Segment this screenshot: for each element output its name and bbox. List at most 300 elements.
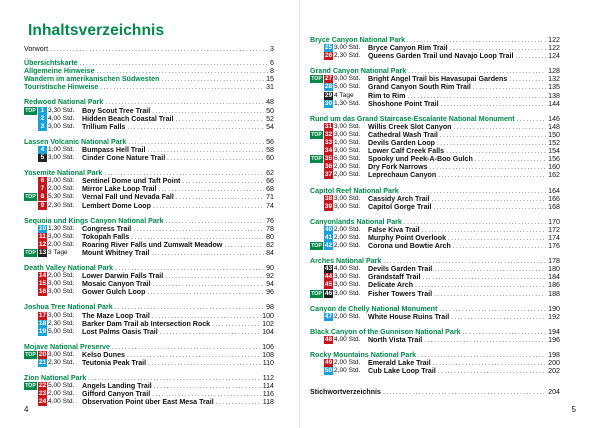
tour-number-box-icon: 26 — [324, 52, 333, 60]
entry-page: 58 — [266, 145, 274, 154]
tour-entry[interactable] — [24, 193, 274, 201]
tour-number-box-icon: 14 — [38, 272, 47, 280]
tour-number-box-icon: 35 — [324, 155, 333, 163]
entry-title: Yosemite National Park — [24, 169, 103, 178]
entry-page: 50 — [266, 106, 274, 115]
tour-number-box-icon: 28 — [324, 83, 333, 91]
entry-title: Grandstaff Trail — [368, 273, 421, 282]
tour-number-box-icon: 41 — [324, 233, 333, 241]
entry-page: 48 — [266, 98, 274, 107]
entry-title: Bumpass Hell Trail — [82, 145, 146, 154]
spacer — [310, 321, 560, 328]
tour-number-box-icon: 3 — [38, 123, 47, 131]
tour-duration: 2,00 Std. — [334, 359, 361, 367]
entry-page: 122 — [548, 36, 560, 44]
tour-number-box-icon: 47 — [324, 312, 333, 320]
entry-page: 170 — [548, 217, 560, 226]
spacer — [24, 296, 274, 303]
entry-title: Spooky und Peek-A-Boo Gulch — [368, 155, 473, 164]
tour-number-box-icon: 39 — [324, 202, 333, 210]
top-badge-icon: TOP — [25, 249, 36, 256]
spacer — [310, 298, 560, 305]
entry-page: 108 — [262, 350, 274, 359]
entry-page: 100 — [262, 311, 274, 320]
tour-number-box-icon: 32 — [324, 130, 333, 138]
tour-entry[interactable] — [24, 202, 274, 210]
tour-duration: 3,00 Std. — [334, 289, 361, 297]
top-badge-icon: TOP — [25, 351, 36, 358]
toc-leader — [24, 83, 274, 92]
entry-page: 68 — [266, 185, 274, 194]
entry-title: Capitol Reef National Park — [310, 186, 399, 195]
entry-title: Lembert Dome Loop — [82, 201, 151, 210]
park-heading[interactable] — [24, 169, 274, 177]
entry-title: Lower Calf Creek Falls — [368, 147, 445, 156]
park-heading[interactable] — [310, 187, 560, 195]
spacer — [24, 210, 274, 217]
entry-page: 106 — [262, 342, 274, 351]
front-matter-entry[interactable] — [24, 75, 274, 83]
tour-duration: 3,00 Std. — [334, 202, 361, 210]
tour-entry[interactable] — [24, 390, 274, 398]
tour-entry[interactable] — [24, 249, 274, 257]
tour-duration: 2,00 Std. — [48, 272, 75, 280]
tour-number-box-icon: 45 — [324, 281, 333, 289]
spacer — [310, 211, 560, 218]
entry-page: 200 — [548, 359, 560, 368]
spacer — [310, 180, 560, 187]
dot-leader — [148, 360, 261, 368]
park-heading[interactable] — [310, 305, 560, 313]
entry-page: 71 — [266, 193, 274, 202]
entry-page: 110 — [262, 359, 274, 367]
tour-entry[interactable] — [310, 44, 560, 52]
entry-page: 166 — [548, 194, 560, 203]
tour-duration: 1,00 Std. — [334, 139, 361, 147]
entry-page: 150 — [548, 130, 560, 139]
entry-title: Cathedral Wash Trail — [368, 130, 438, 139]
entry-page: 56 — [266, 137, 274, 146]
entry-title: Grand Canyon South Rim Trail — [368, 83, 471, 92]
entry-title: Vernal Fall und Nevada Fall — [82, 193, 174, 202]
tour-entry[interactable] — [24, 233, 274, 241]
index-entry[interactable] — [310, 388, 560, 396]
entry-page: 90 — [266, 264, 274, 273]
spacer — [24, 91, 274, 98]
tour-entry[interactable] — [24, 320, 274, 328]
entry-page: 160 — [548, 163, 560, 172]
entry-title: Joshua Tree National Park — [24, 303, 113, 312]
tour-duration: 3,00 Std. — [48, 311, 75, 319]
entry-title: Dry Fork Narrows — [368, 163, 428, 172]
tour-entry[interactable] — [24, 241, 274, 249]
entry-page: 204 — [548, 388, 560, 397]
tour-entry[interactable] — [310, 242, 560, 250]
entry-title: Stichwortverzeichnis — [310, 388, 381, 397]
entry-title: Teutonia Peak Trail — [82, 359, 147, 367]
park-heading[interactable] — [24, 264, 274, 272]
entry-page: 116 — [262, 390, 274, 399]
tour-entry[interactable] — [24, 312, 274, 320]
entry-title: Touristische Hinweise — [24, 83, 99, 92]
tour-number-box-icon: 6 — [38, 177, 47, 185]
tour-entry[interactable] — [310, 131, 560, 139]
park-heading[interactable] — [310, 67, 560, 75]
tour-number-box-icon: 10 — [38, 224, 47, 232]
top-badge-icon: TOP — [25, 383, 36, 390]
park-heading[interactable] — [24, 98, 274, 106]
tour-entry[interactable] — [310, 290, 560, 298]
entry-title: North Vista Trail — [368, 335, 423, 344]
entry-title: White House Ruins Trail — [368, 312, 450, 321]
entry-page: 194 — [548, 327, 560, 336]
front-matter-entry[interactable] — [24, 67, 274, 75]
entry-title: Vorwort — [24, 45, 49, 53]
entry-title: Tokopah Falls — [82, 232, 130, 241]
tour-number-box-icon: 42 — [324, 242, 333, 250]
tour-number-box-icon: 23 — [38, 390, 47, 398]
tour-number-box-icon: 25 — [324, 44, 333, 52]
park-heading[interactable] — [310, 328, 560, 336]
page-title: Inhaltsverzeichnis — [28, 22, 165, 39]
entry-title: Mosaic Canyon Trail — [82, 280, 151, 289]
tour-number-box-icon: 30 — [324, 99, 333, 107]
tour-entry[interactable] — [310, 203, 560, 211]
park-heading[interactable] — [310, 36, 560, 44]
tour-entry[interactable] — [310, 123, 560, 131]
entry-page: 202 — [548, 367, 560, 376]
entry-title: Lassen Volcanic National Park — [24, 137, 127, 146]
tour-duration: 1,30 Std. — [334, 99, 361, 107]
park-heading[interactable] — [310, 257, 560, 265]
entry-title: False Kiva Trail — [368, 225, 420, 234]
entry-title: Bright Angel Trail bis Havasupai Gardens — [368, 75, 508, 84]
entry-page: 152 — [548, 139, 560, 148]
tour-duration: 3,00 Std. — [48, 122, 75, 130]
entry-title: Boy Scout Tree Trail — [82, 106, 151, 115]
tour-number-box-icon: 18 — [38, 319, 47, 327]
entry-page: 54 — [266, 122, 274, 131]
tour-entry[interactable] — [310, 147, 560, 155]
right-page — [300, 0, 600, 428]
tour-entry[interactable] — [310, 52, 560, 60]
entry-page: 178 — [548, 257, 560, 266]
park-heading[interactable] — [24, 217, 274, 225]
dot-leader — [151, 250, 264, 258]
tour-duration: 4 Tage — [334, 91, 354, 99]
entry-title: Roaring River Falls und Zumwalt Meadow — [82, 240, 223, 249]
entry-title: Redwood National Park — [24, 98, 104, 107]
entry-title: Sequoia und Kings Canyon National Park — [24, 216, 164, 225]
tour-entry[interactable] — [310, 195, 560, 203]
top-badge-icon: TOP — [311, 156, 322, 163]
tour-duration: 4,00 Std. — [334, 335, 361, 343]
entry-page: 135 — [548, 83, 560, 92]
tour-entry[interactable] — [310, 100, 560, 108]
entry-page: 190 — [548, 304, 560, 313]
dot-leader — [167, 155, 264, 163]
tour-entry[interactable] — [24, 225, 274, 233]
entry-title: Cinder Cone Nature Trail — [82, 154, 166, 163]
dot-leader — [451, 314, 546, 322]
entry-title: Mount Whitney Trail — [82, 248, 150, 257]
entry-page: 122 — [548, 44, 560, 53]
entry-page: 66 — [266, 177, 274, 186]
dot-leader — [515, 53, 546, 61]
entry-page: 168 — [548, 202, 560, 211]
tour-number-box-icon: 7 — [38, 185, 47, 193]
tour-duration: 9,00 Std. — [334, 75, 361, 83]
tour-duration: 2,00 Std. — [334, 225, 361, 233]
entry-title: Emerald Lake Trail — [368, 359, 431, 368]
entry-page: 148 — [548, 122, 560, 131]
dot-leader — [441, 101, 547, 109]
entry-title: Fisher Towers Trail — [368, 289, 433, 298]
entry-title: Rund um das Grand Staircase-Escalante National Monument — [310, 114, 515, 123]
entry-title: Murphy Point Overlook — [368, 233, 447, 242]
tour-duration: 2,00 Std. — [48, 390, 75, 398]
tour-entry[interactable] — [24, 359, 274, 367]
park-heading[interactable] — [24, 138, 274, 146]
tour-entry[interactable] — [310, 83, 560, 91]
tour-number-box-icon: 16 — [38, 288, 47, 296]
tour-number-box-icon: 2 — [38, 115, 47, 123]
tour-entry[interactable] — [24, 351, 274, 359]
entry-title: Bryce Canyon Rim Trail — [368, 44, 448, 53]
entry-title: Canyon de Chelly National Monument — [310, 304, 438, 313]
tour-duration: 6,00 Std. — [334, 155, 361, 163]
tour-duration: 3,00 Std. — [334, 122, 361, 130]
tour-number-box-icon: 36 — [324, 163, 333, 171]
tour-number-box-icon: 4 — [38, 146, 47, 154]
tour-duration: 2,00 Std. — [334, 233, 361, 241]
tour-number-box-icon: 46 — [324, 289, 333, 297]
tour-duration: 2,30 Std. — [48, 359, 75, 366]
tour-entry[interactable] — [24, 185, 274, 193]
tour-entry[interactable] — [310, 336, 560, 344]
dot-leader — [383, 389, 546, 397]
spacer — [310, 108, 560, 115]
tour-number-box-icon: 24 — [38, 398, 47, 406]
entry-page: 184 — [548, 273, 560, 282]
tour-entry[interactable] — [24, 123, 274, 131]
tour-number-box-icon: 27 — [324, 75, 333, 83]
park-heading[interactable] — [24, 343, 274, 351]
entry-title: Mirror Lake Loop Trail — [82, 185, 157, 194]
left-toc — [24, 45, 274, 406]
top-badge-icon: TOP — [311, 76, 322, 83]
entry-page: 114 — [262, 382, 274, 391]
entry-page: 3 — [270, 45, 274, 53]
tour-number-box-icon: 12 — [38, 240, 47, 248]
tour-duration: 2,00 Std. — [48, 185, 75, 193]
tour-entry[interactable] — [24, 382, 274, 390]
tour-entry[interactable] — [310, 313, 560, 321]
tour-entry[interactable] — [310, 155, 560, 163]
toc-leader — [310, 388, 560, 397]
entry-title: Lost Palms Oasis Trail — [82, 327, 158, 336]
tour-entry[interactable] — [24, 154, 274, 162]
tour-duration: 5,00 Std. — [48, 327, 75, 335]
tour-entry[interactable] — [24, 288, 274, 296]
entry-page: 80 — [266, 232, 274, 241]
tour-number-box-icon: 33 — [324, 139, 333, 147]
tour-entry[interactable] — [24, 398, 274, 406]
dot-leader — [438, 172, 546, 180]
entry-page: 138 — [548, 91, 560, 100]
tour-number-box-icon: 1 — [38, 107, 47, 115]
entry-title: Rocky Mountains National Park — [310, 351, 417, 359]
entry-page: 118 — [262, 398, 274, 407]
tour-number-box-icon: 44 — [324, 273, 333, 281]
top-badge-icon: TOP — [311, 290, 322, 297]
tour-number-box-icon: 8 — [38, 193, 47, 201]
tour-entry[interactable] — [24, 328, 274, 336]
entry-title: Trillium Falls — [82, 122, 126, 131]
entry-page: 198 — [548, 351, 560, 359]
tour-entry[interactable] — [24, 146, 274, 154]
tour-duration: 3,00 Std. — [334, 273, 361, 281]
tour-duration: 5,00 Std. — [48, 382, 75, 390]
entry-title: Death Valley National Park — [24, 264, 114, 273]
entry-page: 192 — [548, 312, 560, 321]
park-heading[interactable] — [310, 115, 560, 123]
tour-number-box-icon: 43 — [324, 265, 333, 273]
tour-duration: 3,00 Std. — [48, 232, 75, 240]
entry-page: 188 — [548, 289, 560, 298]
tour-duration: 2,30 Std. — [48, 319, 75, 327]
entry-title: Kelso Dunes — [82, 350, 125, 359]
entry-title: Congress Trail — [82, 224, 132, 233]
tour-duration: 4,00 Std. — [334, 265, 361, 273]
tour-entry[interactable] — [310, 281, 560, 289]
tour-duration: 3,00 Std. — [334, 130, 361, 138]
right-toc — [310, 36, 560, 396]
entry-page: 164 — [548, 186, 560, 195]
entry-page: 82 — [266, 240, 274, 249]
dot-leader — [127, 124, 264, 132]
tour-entry[interactable] — [24, 107, 274, 115]
tour-entry[interactable] — [310, 265, 560, 273]
tour-number-box-icon: 19 — [38, 327, 47, 335]
entry-title: Barker Dam Trail ab Intersection Rock — [82, 319, 211, 328]
entry-page: 174 — [548, 233, 560, 242]
spacer — [310, 60, 560, 67]
dot-leader — [438, 368, 546, 376]
tour-entry[interactable] — [310, 92, 560, 100]
tour-duration: 3,30 Std. — [48, 106, 75, 114]
tour-entry[interactable] — [310, 273, 560, 281]
tour-entry[interactable] — [310, 226, 560, 234]
tour-number-box-icon: 31 — [324, 122, 333, 130]
tour-entry[interactable] — [24, 115, 274, 123]
tour-duration: 3,00 Std. — [48, 288, 75, 296]
entry-page: 15 — [266, 75, 274, 84]
top-badge-icon: TOP — [25, 107, 36, 114]
entry-title: Angels Landing Trail — [82, 382, 152, 391]
entry-title: Wandern im amerikanischen Südwesten — [24, 75, 160, 84]
entry-page: 180 — [548, 265, 560, 274]
entry-title: Cassidy Arch Trail — [368, 194, 430, 203]
page-number-left: 4 — [24, 405, 29, 414]
entry-title: Grand Canyon National Park — [310, 67, 407, 76]
entry-title: Willis Creek Slot Canyon — [368, 122, 452, 131]
tour-duration: 3,00 Std. — [48, 177, 75, 185]
tour-entry[interactable] — [24, 272, 274, 280]
tour-entry[interactable] — [24, 177, 274, 185]
dot-leader — [424, 337, 546, 345]
park-heading[interactable] — [310, 218, 560, 226]
entry-page: 176 — [548, 242, 560, 251]
entry-title: Devils Garden Trail — [368, 265, 433, 274]
tour-entry[interactable] — [310, 75, 560, 83]
front-matter-entry[interactable] — [24, 59, 274, 67]
tour-number-box-icon: 20 — [38, 350, 47, 358]
entry-page: 124 — [548, 52, 560, 61]
tour-entry[interactable] — [310, 367, 560, 375]
entry-page: 144 — [548, 99, 560, 108]
entry-title: Observation Point über East Mesa Trail — [82, 398, 214, 407]
tour-entry[interactable] — [310, 234, 560, 242]
entry-title: Devils Garden Loop — [368, 139, 436, 148]
entry-page: 128 — [548, 67, 560, 76]
tour-number-box-icon: 40 — [324, 225, 333, 233]
dot-leader — [50, 46, 268, 54]
tour-number-box-icon: 17 — [38, 311, 47, 319]
entry-page: 162 — [548, 171, 560, 180]
entry-title: Leprechaun Canyon — [368, 171, 437, 180]
dot-leader — [433, 204, 546, 212]
front-matter-entry[interactable] — [24, 45, 274, 53]
entry-page: 146 — [548, 114, 560, 123]
tour-duration: 3,00 Std. — [334, 194, 361, 202]
park-heading[interactable] — [310, 351, 560, 359]
entry-page: 84 — [266, 248, 274, 257]
tour-entry[interactable] — [310, 139, 560, 147]
tour-duration: 3,00 Std. — [48, 154, 75, 162]
entry-title: Arches National Park — [310, 257, 382, 266]
entry-title: Zion National Park — [24, 374, 87, 383]
entry-title: Cub Lake Loop Trail — [368, 367, 436, 376]
entry-title: The Maze Loop Trail — [82, 311, 150, 320]
entry-title: Corona und Bowtie Arch — [368, 242, 451, 251]
entry-title: Übersichtskarte — [24, 59, 78, 68]
tour-number-box-icon: 49 — [324, 359, 333, 367]
entry-title: Black Canyon of the Gunnison National Park — [310, 327, 461, 336]
dot-leader — [434, 291, 546, 299]
entry-page: 6 — [270, 59, 274, 68]
park-heading[interactable] — [24, 374, 274, 382]
entry-title: Capitol Gorge Trail — [368, 202, 432, 211]
entry-page: 104 — [262, 327, 274, 336]
park-heading[interactable] — [24, 303, 274, 311]
top-badge-icon: TOP — [311, 131, 322, 138]
dot-leader — [453, 243, 546, 251]
entry-page: 196 — [548, 335, 560, 344]
tour-entry[interactable] — [310, 359, 560, 367]
tour-duration: 2,00 Std. — [48, 240, 75, 248]
tour-entry[interactable] — [310, 171, 560, 179]
entry-page: 132 — [548, 75, 560, 84]
tour-entry[interactable] — [24, 280, 274, 288]
dot-leader — [216, 399, 261, 407]
entry-page: 76 — [266, 216, 274, 225]
spacer — [310, 344, 560, 351]
tour-entry[interactable] — [310, 163, 560, 171]
tour-duration: 3 Tage — [48, 248, 68, 256]
spacer — [24, 131, 274, 138]
front-matter-entry[interactable] — [24, 83, 274, 91]
